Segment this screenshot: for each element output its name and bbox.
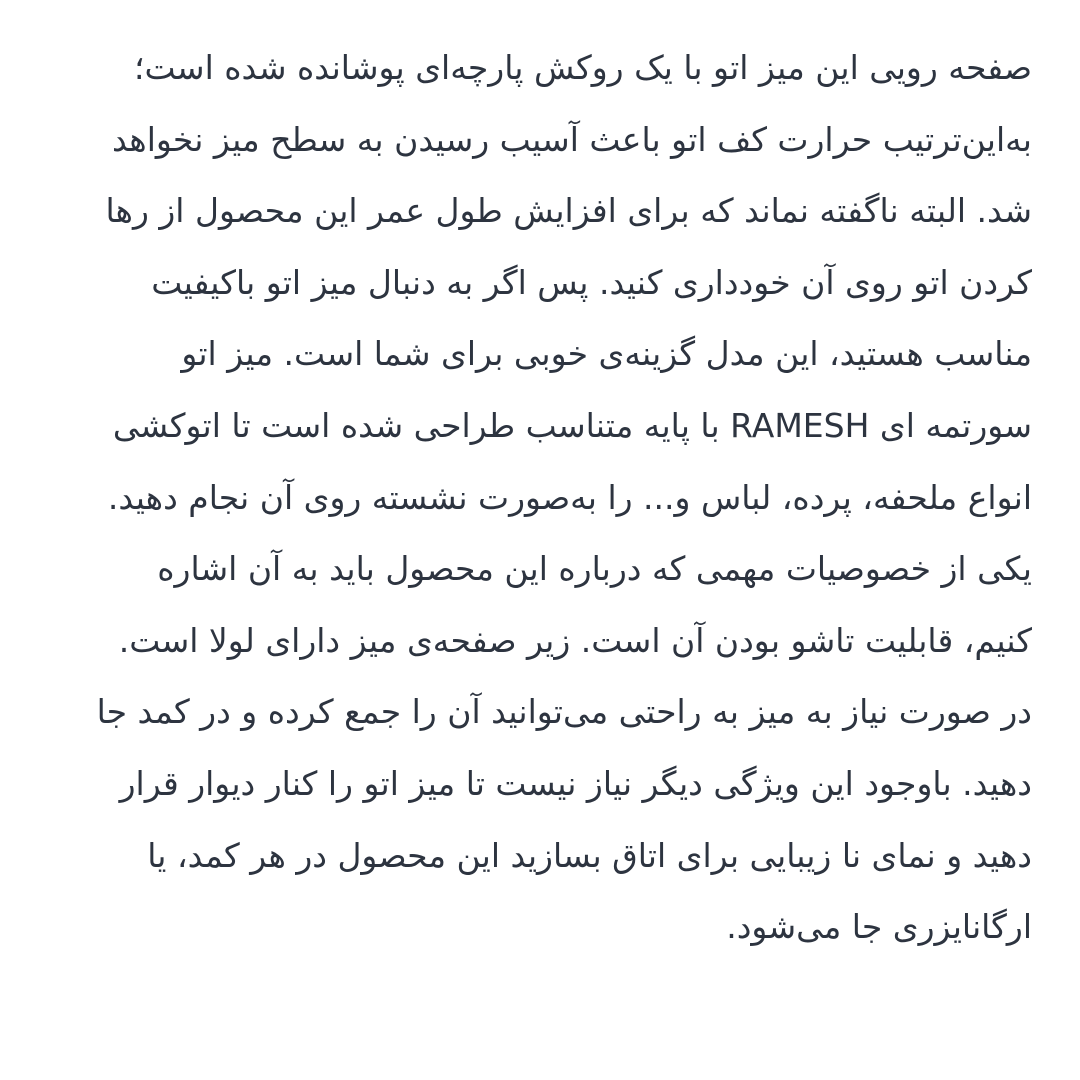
paragraph-line: دهید و نمای نا زیبایی برای اتاق بسازید این محصول در هر کمد، یا (147, 835, 1032, 875)
paragraph-line: کنیم، قابلیت تاشو بودن آن است. زیر صفحه‌ی میز دارای لولا است. (118, 620, 1032, 660)
paragraph-line: یکی از خصوصیات مهمی که درباره این محصول باید به آن اشاره (157, 549, 1032, 589)
paragraph-line: مناسب هستید، این مدل گزینه‌ی خوبی برای شما است. میز اتو (181, 334, 1032, 374)
product-description-paragraph (48, 32, 1032, 963)
paragraph-line: دهید. باوجود این ویژگی دیگر نیاز نیست تا میز اتو را کنار دیوار قرار (119, 763, 1032, 803)
paragraph-line: ارگانایزری جا می‌شود. (726, 907, 1032, 947)
paragraph-line: صفحه رویی این میز اتو با یک روکش پارچه‌ای پوشانده شده است؛ (134, 48, 1032, 87)
paragraph-line: کردن اتو روی آن خودداری کنید. پس اگر به دنبال میز اتو باکیفیت (151, 262, 1032, 302)
paragraph-line: به‌این‌ترتیب حرارت کف اتو باعث آسیب رسیدن به سطح میز نخواهد (111, 119, 1032, 159)
paragraph-line: در صورت نیاز به میز به راحتی می‌توانید آن را جمع کرده و در کمد جا (96, 692, 1032, 732)
paragraph-line: سورتمه ای RAMESH با پایه متناسب طراحی شده است تا اتوکشی (112, 405, 1032, 445)
paragraph-line: انواع ملحفه، پرده، لباس و... را به‌صورت نشسته روی آن نجام دهید. (107, 477, 1032, 517)
paragraph-line: شد. البته ناگفته نماند که برای افزایش طول عمر این محصول از رها (105, 191, 1032, 231)
